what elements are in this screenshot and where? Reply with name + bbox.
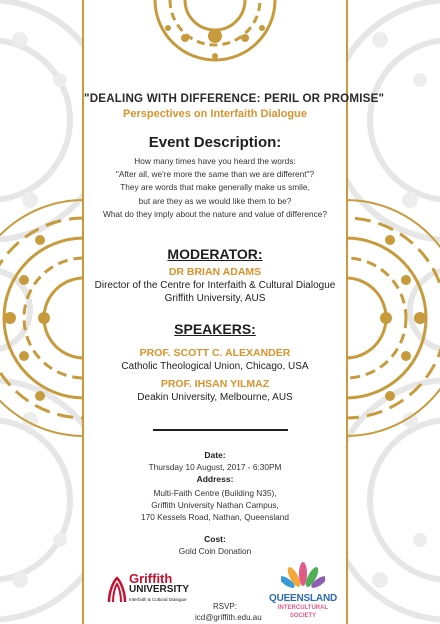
description-heading: Event Description:: [148, 134, 282, 151]
description-line: How many times have you heard the words:: [134, 156, 296, 166]
qis-name-line1: QUEENSLAND: [268, 593, 337, 604]
moderator-role: [84, 280, 346, 305]
lotus-flower-icon: [281, 560, 325, 592]
description-line: What do they imply about the nature and value of difference?: [102, 208, 327, 219]
speaker-affiliation: Catholic Theological Union, Chicago, USA: [121, 361, 309, 372]
cost-label: Cost:: [204, 534, 226, 544]
griffith-university-text: UNIVERSITY: [129, 584, 190, 595]
griffith-university-logo: [107, 570, 197, 610]
description-line: "After all, we're more the same than we are different"?: [115, 169, 315, 180]
address-label: Address:: [196, 474, 234, 484]
queensland-intercultural-society-logo: [268, 560, 338, 622]
divider: [153, 429, 288, 431]
rsvp-email[interactable]: icd@griffith.edu.au: [195, 612, 262, 622]
griffith-name: Griffith: [129, 571, 173, 586]
moderator-heading: MODERATOR:: [167, 246, 263, 262]
top-mandala-ornament: [150, 0, 280, 62]
moderator-affiliation: Griffith University, AUS: [164, 292, 266, 304]
speaker-affiliation: Deakin University, Melbourne, AUS: [137, 392, 293, 403]
rsvp-block: [195, 602, 262, 623]
rsvp-label: RSVP:: [212, 602, 237, 611]
address-line: Griffith University Nathan Campus,: [151, 500, 279, 510]
speakers-heading: SPEAKERS:: [174, 321, 256, 337]
date-value: Thursday 10 August, 2017 - 6:30PM: [148, 462, 282, 472]
description-line: but are they as we would like them to be?: [138, 195, 292, 206]
cost-value: Gold Coin Donation: [178, 546, 252, 556]
griffith-subtitle: Interfaith & Cultural Dialogue: [129, 597, 187, 602]
moderator-role-line: Director of the Centre for Interfaith & Cultural Dialogue: [94, 280, 336, 291]
event-subtitle: Perspectives on Interfaith Dialogue: [123, 108, 307, 120]
qis-name-line2: INTERCULTURAL: [277, 605, 329, 611]
description-line: They are words that make generally make us smile,: [120, 182, 310, 193]
qis-name-line3: SOCIETY: [289, 613, 317, 619]
address-value: [84, 487, 346, 523]
moderator-name: DR BRIAN ADAMS: [168, 266, 262, 278]
description-text: [84, 155, 346, 221]
speaker-name: PROF. SCOTT C. ALEXANDER: [139, 347, 291, 359]
event-title: "DEALING WITH DIFFERENCE: PERIL OR PROMISE": [84, 92, 385, 105]
address-line: Multi-Faith Centre (Building N35),: [153, 488, 277, 498]
address-line: 170 Kessels Road, Nathan, Queensland: [140, 512, 290, 522]
date-label: Date:: [204, 450, 226, 460]
griffith-mark-icon: [107, 576, 127, 604]
speaker-name: PROF. IHSAN YILMAZ: [160, 378, 270, 390]
